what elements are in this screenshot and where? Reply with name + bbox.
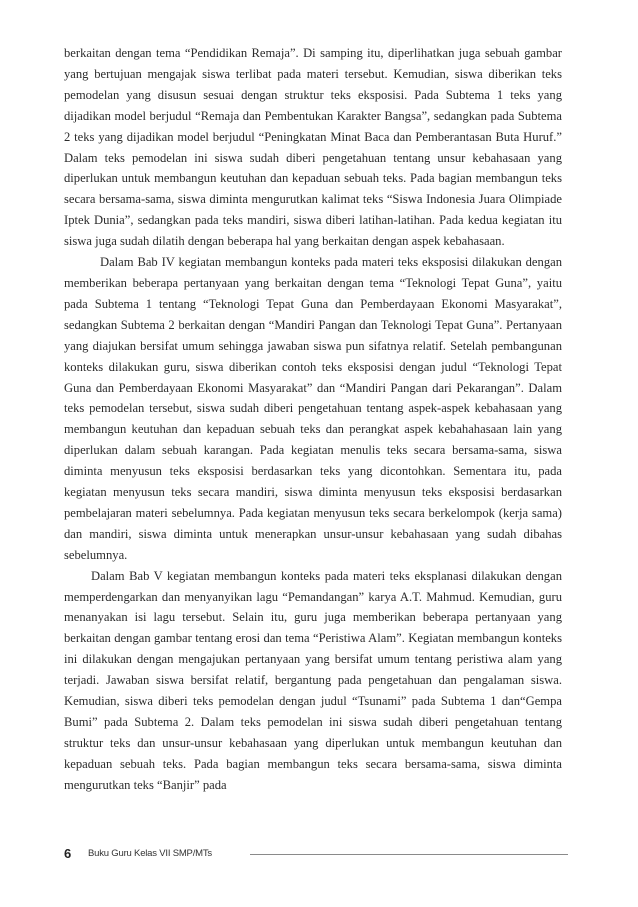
- page-body: [64, 43, 562, 796]
- paragraph-continuation: berkaitan dengan tema “Pendidikan Remaja”. Di samping itu, diperlihatkan juga sebuah gambar yang bertujuan mengajak siswa terlibat pada materi tersebut. Kemudian, siswa diberikan teks pemodelan yang disusun sesuai dengan struktur teks eksposisi. Pada Subtema 1 teks yang dijadikan model berjudul “Remaja dan Pembentukan Karakter Bangsa”, sedangkan pada Subtema 2 teks yang dijadikan model berjudul “Peningkatan Minat Baca dan Pemberantasan Buta Huruf.” Dalam teks pemodelan ini siswa sudah diberi pengetahuan tentang unsur kebahasaan yang diperlukan untuk membangun keutuhan dan kepaduan sebuah teks. Pada bagian membangun teks secara bersama-sama, siswa diminta mengurutkan kalimat teks “Siswa Indonesia Juara Olimpiade Iptek Dunia”, sedangkan pada teks mandiri, siswa diberi latihan-latihan. Pada kedua kegiatan itu siswa juga sudah dilatih dengan beberapa hal yang berkaitan dengan aspek kebahasaan.: [64, 46, 562, 249]
- page-footer: [64, 846, 568, 862]
- paragraph-bab-iv: Dalam Bab IV kegiatan membangun konteks pada materi teks eksposisi dilakukan dengan memberikan beberapa pertanyaan yang berkaitan dengan tema “Teknologi Tepat Guna”, yaitu pada Subtema 1 tentang “Teknologi Tepat Guna dan Pemberdayaan Ekonomi Masyarakat”, sedangkan Subtema 2 berkaitan dengan “Mandiri Pangan dan Teknologi Tepat Guna”. Pertanyaan yang diajukan bersifat umum sehingga jawaban siswa pun sifatnya relatif. Setelah pembangunan konteks dilakukan guru, siswa diberikan contoh teks eksposisi dengan judul “Teknologi Tepat Guna dan Pemberdayaan Ekonomi Masyarakat” dan “Mandiri Pangan dari Pekarangan”. Dalam teks pemodelan tersebut, siswa sudah diberi pengetahuan tentang aspek-aspek kebahasaan yang membangun keutuhan dan kepaduan sebuah teks dan perangkat aspek kebahahasaan lain yang diperlukan dalam sebuah karangan. Pada kegiatan menulis teks secara bersama-sama, siswa diminta menyusun teks eksposisi berdasarkan teks yang dicontohkan. Sementara itu, pada kegiatan menyusun teks secara mandiri, siswa diminta menyusun teks eksposisi berdasarkan pembelajaran materi sebelumnya. Pada kegiatan menyusun teks secara berkelompok (kerja sama) dan mandiri, siswa diminta untuk menerapkan unsur-unsur kebahasaan yang sudah dibahas sebelumnya.: [64, 255, 562, 562]
- page-number: 6: [64, 846, 72, 861]
- footer-book-title: Buku Guru Kelas VII SMP/MTs: [88, 848, 212, 859]
- footer-divider: [250, 854, 568, 855]
- paragraph-bab-v: Dalam Bab V kegiatan membangun konteks pada materi teks eksplanasi dilakukan dengan memperdengarkan dan menyanyikan lagu “Pemandangan” karya A.T. Mahmud. Kemudian, guru menanyakan isi lagu tersebut. Selain itu, guru juga memberikan beberapa pertanyaan yang berkaitan dengan gambar tentang erosi dan tema “Peristiwa Alam”. Kegiatan membangun konteks ini dilakukan dengan mengajukan pertanyaan yang bersifat umum tentang peristiwa alam yang terjadi. Jawaban siswa bersifat relatif, bergantung pada pengetahuan dan pengalaman siswa. Kemudian, siswa diberi teks pemodelan dengan judul “Tsunami” pada Subtema 1 dan“Gempa Bumi” pada Subtema 2. Dalam teks pemodelan ini siswa sudah diberi pengetahuan tentang struktur teks dan unsur-unsur kebahasaan yang diperlukan untuk membangun keutuhan dan kepaduan sebuah teks. Pada bagian membangun teks secara bersama-sama, siswa diminta mengurutkan teks “Banjir” pada: [64, 568, 562, 792]
